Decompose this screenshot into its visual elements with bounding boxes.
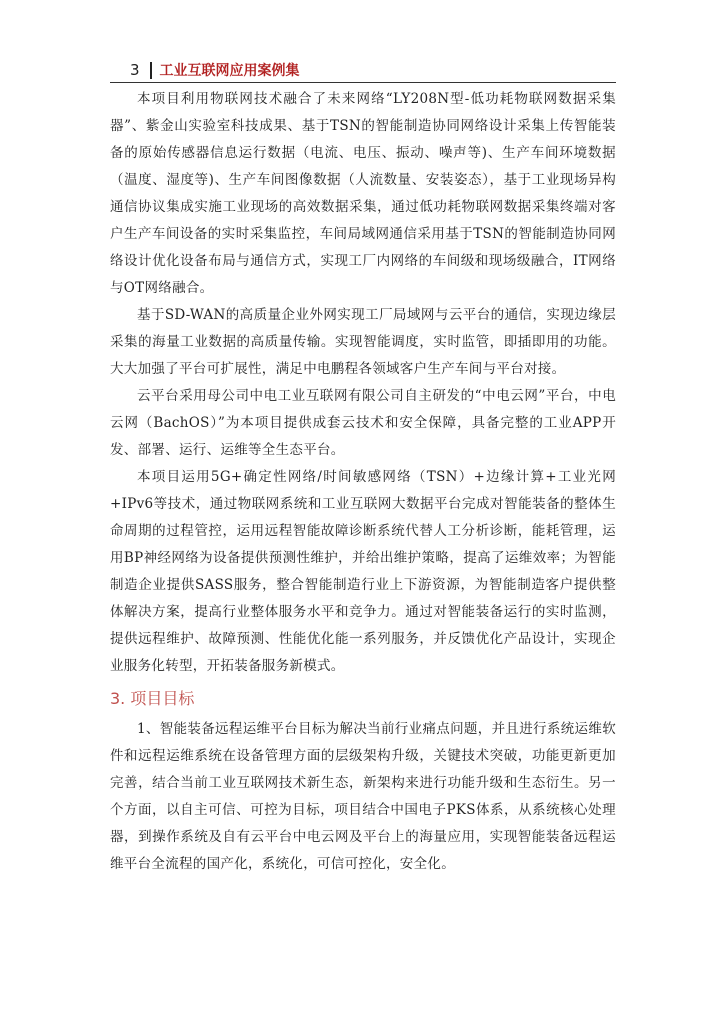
section-heading: 3. 项目目标 [110,689,195,708]
header-divider [150,62,152,79]
page-number: 3 [130,61,140,79]
header-title: 工业互联网应用案例集 [159,63,300,79]
running-header [130,60,300,80]
paragraph-technologies: 本项目运用5G+确定性网络/时间敏感网络（TSN）+边缘计算+工业光网+IPv6等技术，通过物联网系统和工业互联网大数据平台完成对智能装备的整体生命周期的过程管控，运用远程智能故障诊断系统代替人工分析诊断，能耗管理，运用BP神经网络为设备提供预测性维护，并给出维护策略，提高了运维效率；为智能制造企业提供SASS服务，整合智能制造行业上下游资源，为智能制造客户提供整体解决方案，提高行业整体服务水平和竞争力。通过对智能装备运行的实时监测，提供远程维护、故障预测、性能优化能一系列服务，并反馈优化产品设计，实现企业服务化转型，开拓装备服务新模式。 [110,469,616,674]
paragraph-iot-integration: 本项目利用物联网技术融合了未来网络“LY208N型-低功耗物联网数据采集器”、紫金山实验室科技成果、基于TSN的智能制造协同网络设计采集上传智能装备的原始传感器信息运行数据（电流、电压、振动、噪声等)、生产车间环境数据（温度、湿度等)、生产车间图像数据（人流数量、安装姿态），基于工业现场异构通信协议集成实施工业现场的高效数据采集，通过低功耗物联网数据采集终端对客户生产车间设备的实时采集监控，车间局域网通信采用基于TSN的智能制造协同网络设计优化设备布局与通信方式，实现工厂内网络的车间级和现场级融合，IT网络与OT网络融合。 [110,91,616,296]
paragraph-cloud-platform: 云平台采用母公司中电工业互联网有限公司自主研发的“中电云网”平台，中电云网（BachOS）”为本项目提供成套云技术和安全保障，具备完整的工业APP开发、部署、运行、运维等全生态平台。 [110,388,616,458]
document-body [110,86,616,878]
paragraph-sd-wan: 基于SD-WAN的高质量企业外网实现工厂局域网与云平台的通信，实现边缘层采集的海量工业数据的高质量传输。实现智能调度，实时监管，即插即用的功能。大大加强了平台可扩展性，满足中电鹏程各领域客户生产车间与平台对接。 [110,307,616,377]
paragraph-project-goal: 1、智能装备远程运维平台目标为解决当前行业痛点问题，并且进行系统运维软件和远程运维系统在设备管理方面的层级架构升级，关键技术突破，功能更新更加完善，结合当前工业互联网技术新生态，新架构来进行功能升级和生态衍生。另一个方面，以自主可信、可控为目标，项目结合中国电子PKS体系，从系统核心处理器，到操作系统及自有云平台中电云网及平台上的海量应用，实现智能装备远程运维平台全流程的国产化，系统化，可信可控化，安全化。 [110,721,616,872]
header-rule [110,82,616,83]
